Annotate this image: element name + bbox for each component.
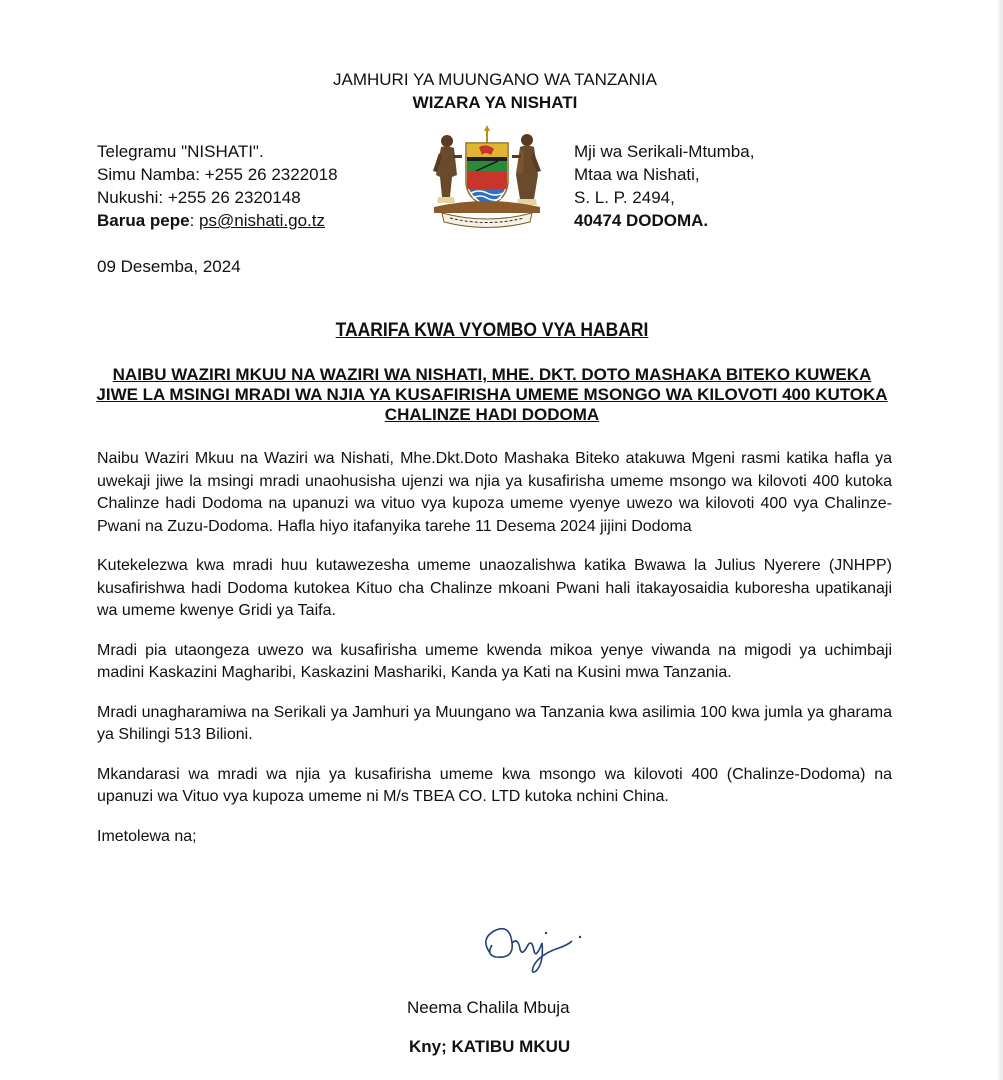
email-link[interactable]: ps@nishati.go.tz <box>199 211 325 230</box>
address-line-1: Mji wa Serikali-Mtumba, <box>574 142 755 161</box>
email-label: Barua pepe <box>97 211 190 230</box>
address-line-2: Mtaa wa Nishati, <box>574 165 700 184</box>
body-paragraph: Kutekelezwa kwa mradi huu kutawezesha umeme unaozalishwa katika Bwawa la Julius Nyerere (JNHPP) kusafirishwa hadi Dodoma kutokea Kituo cha Chalinze mkoani Pwani hali itakayosaidia kuboresha upatikanaji wa umeme kwenye Gridi ya Taifa. <box>97 557 892 619</box>
ministry-name: WIZARA YA NISHATI <box>412 93 578 112</box>
press-release-headline: NAIBU WAZIRI MKUU NA WAZIRI WA NISHATI, MHE. DKT. DOTO MASHAKA BITEKO KUWEKA JIWE LA MSINGI MRADI WA NJIA YA KUSAFIRISHA UMEME MSONGO WA KILOVOTI 400 KUTOKA CHALINZE HADI DODOMA <box>96 365 888 424</box>
phone-line: Simu Namba: +255 26 2322018 <box>97 165 338 184</box>
address-line-3: S. L. P. 2494, <box>574 188 675 207</box>
contact-left <box>97 140 338 232</box>
press-release-body <box>97 448 892 865</box>
coat-motto-ribbon <box>442 213 532 228</box>
tanzania-coat-of-arms-icon <box>424 125 550 229</box>
telegram-line: Telegramu "NISHATI". <box>97 142 264 161</box>
body-paragraph: Mradi pia utaongeza uwezo wa kusafirisha umeme kwenda mikoa yenye viwanda na migodi ya uchimbaji madini Kaskazini Magharibi, Kaskazini Mashariki, Kanda ya Kati na Kusini mwa Tanzania. <box>97 641 892 681</box>
country-name: JAMHURI YA MUUNGANO WA TANZANIA <box>333 70 657 89</box>
handwritten-signature-icon <box>476 913 604 975</box>
coat-left-supporter <box>433 135 462 203</box>
address-line-4: 40474 DODOMA. <box>574 211 709 230</box>
fax-line: Nukushi: +255 26 2320148 <box>97 188 301 207</box>
body-paragraph: Mradi unagharamiwa na Serikali ya Jamhuri ya Muungano wa Tanzania kwa asilimia 100 kwa jumla ya gharama ya Shilingi 513 Bilioni. <box>97 703 892 743</box>
signer-name: Neema Chalila Mbuja <box>407 998 570 1017</box>
contact-right <box>574 140 754 232</box>
letterhead <box>0 68 990 114</box>
coat-shield <box>466 143 508 207</box>
coat-right-supporter <box>512 134 541 205</box>
document-date: 09 Desemba, 2024 <box>97 257 241 276</box>
body-paragraph: Mkandarasi wa mradi wa njia ya kusafirisha umeme kwa msongo wa kilovoti 400 (Chalinze-Dodoma) na upanuzi wa Vituo vya kupoza umeme ni M/s TBEA CO. LTD kutoka nchini China. <box>97 765 892 805</box>
email-line <box>97 209 338 232</box>
closing-line: Imetolewa na; <box>97 827 197 845</box>
email-separator: : <box>189 211 200 230</box>
page-edge <box>997 0 1003 1080</box>
body-paragraph: Naibu Waziri Mkuu na Waziri wa Nishati, Mhe.Dkt.Doto Mashaka Biteko atakuwa Mgeni rasmi katika hafla ya uwekaji jiwe la msingi mradi unaohusisha ujenzi wa njia ya kusafirisha umeme msongo wa kilovoti 400 kutoka Chalinze hadi Dodoma na upanuzi wa vituo vya kupoza umeme vyenye uwezo wa kilovoti 400 vya Chalinze-Pwani na Zuzu-Dodoma. Hafla hiyo itafanyika tarehe 11 Desema 2024 jijini Dodoma <box>97 450 892 535</box>
press-release-title: TAARIFA KWA VYOMBO VYA HABARI <box>335 320 649 341</box>
signer-title: Kny; KATIBU MKUU <box>409 1037 571 1056</box>
